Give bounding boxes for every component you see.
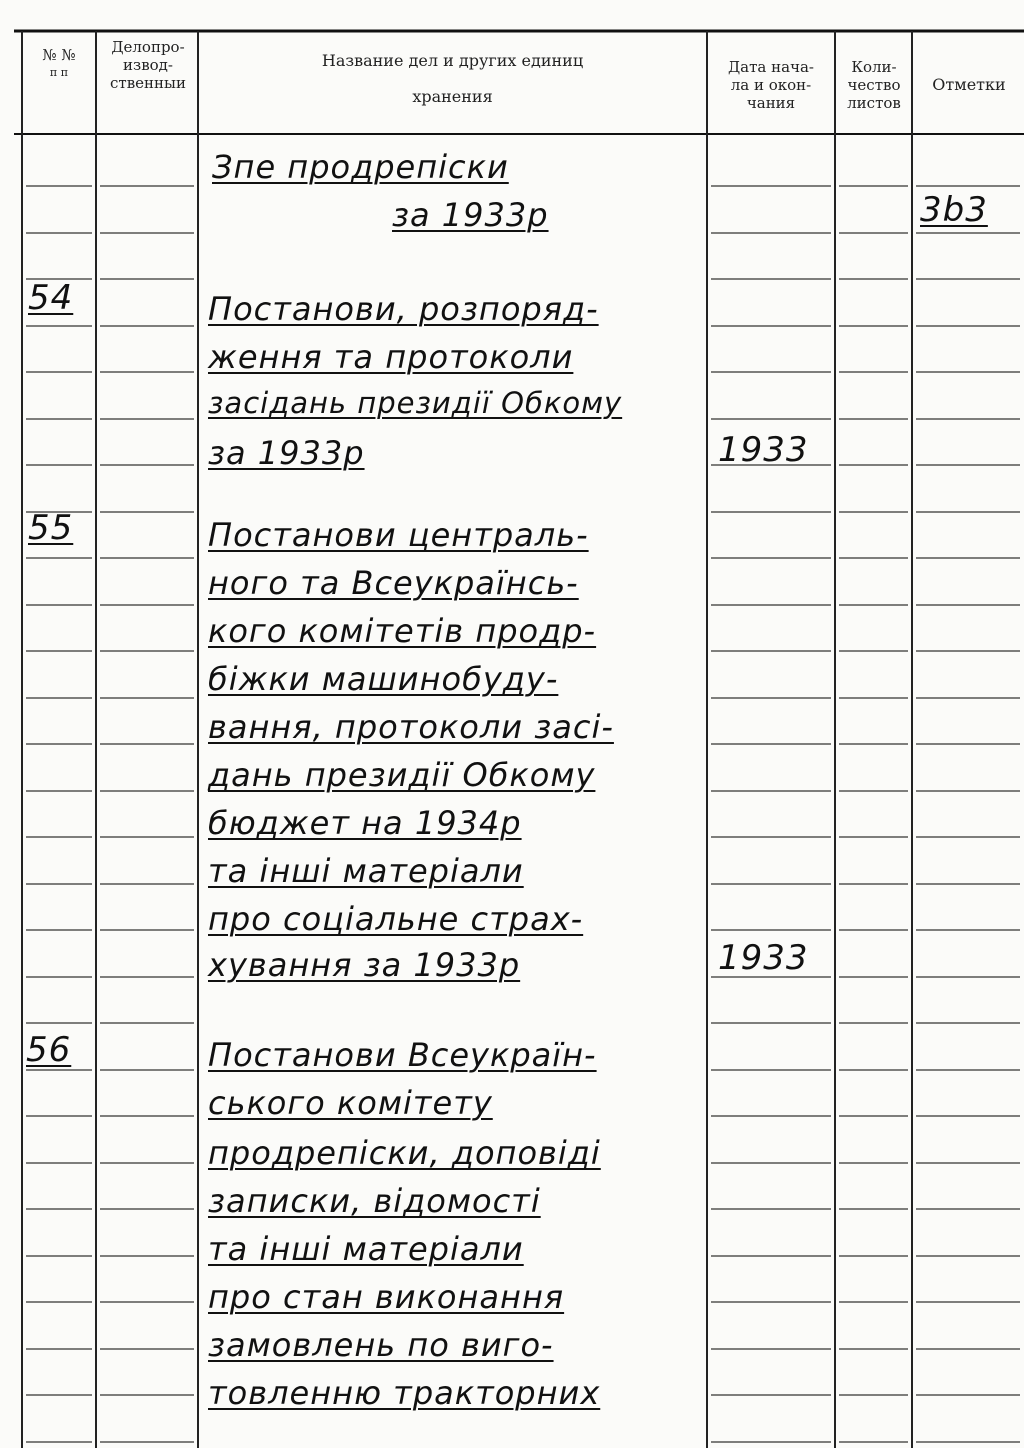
- entry-title-line: Постанови централь-: [208, 516, 589, 554]
- header-sheets-line-1: Коли-: [851, 58, 897, 76]
- entry-title-line: засідань президії Обкому: [208, 386, 623, 420]
- entry-title-line: записки, відомості: [208, 1182, 541, 1220]
- entry-date: 1933: [718, 938, 809, 978]
- header-office-line-2: извод-: [123, 56, 173, 74]
- entry-title-line: та інші матеріали: [208, 852, 524, 890]
- entry-title-line: хування за 1933р: [208, 946, 521, 984]
- entry-title-line: товленню тракторних: [208, 1374, 601, 1412]
- header-dates-line-1: Дата нача-: [727, 58, 814, 76]
- header-number-line-1: № №: [42, 46, 76, 64]
- continuation-note: 3b3: [920, 190, 988, 230]
- header-number: [26, 46, 92, 82]
- header-dates-line-3: чания: [746, 94, 796, 112]
- header-office: [98, 38, 198, 92]
- entry-number: 54: [28, 278, 74, 318]
- entry-title-line: біжки машинобуду-: [208, 660, 559, 698]
- header-notes: Отметки: [932, 75, 1006, 94]
- entry-title-line: вання, протоколи засі-: [208, 708, 614, 746]
- entry-title-line: про соціальне страх-: [208, 900, 584, 938]
- entry-title-line: замовлень по виго-: [208, 1326, 554, 1364]
- entry-title-line: ного та Всеукраїнсь-: [208, 564, 579, 602]
- entry-title-line: продрепіски, доповіді: [208, 1134, 601, 1172]
- entry-number: 56: [26, 1030, 72, 1070]
- header-dates: [708, 58, 834, 112]
- entry-title-line: Постанови Всеукраїн-: [208, 1036, 597, 1074]
- entry-title-line: про стан виконання: [208, 1278, 565, 1316]
- header-dates-line-2: ла и окон-: [730, 76, 812, 94]
- header-title: [200, 52, 705, 106]
- entry-title-line: Постанови, розпоряд-: [208, 290, 599, 328]
- header-sheets: [836, 58, 912, 112]
- entry-title-line: ження та протоколи: [208, 338, 574, 376]
- entry-date: 1933: [718, 430, 809, 470]
- entry-title-line: дань президії Обкому: [208, 756, 596, 794]
- entry-title-line: та інші матеріали: [208, 1230, 524, 1268]
- header-sheets-line-2: чество: [847, 76, 901, 94]
- header-title-line-1: Название дел и других единиц: [321, 51, 584, 70]
- entry-title-line: ського комітету: [208, 1084, 493, 1122]
- header-number-line-2: п п: [49, 66, 69, 79]
- header-office-line-3: ственныи: [110, 74, 186, 92]
- header-office-line-1: Делопро-: [111, 38, 185, 56]
- entry-title-line: бюджет на 1934р: [208, 804, 522, 842]
- continuation-line: за 1933р: [392, 196, 549, 234]
- entry-title-line: за 1933р: [208, 434, 365, 472]
- header-sheets-line-3: листов: [847, 94, 901, 112]
- entry-title-line: кого комітетів продр-: [208, 612, 597, 650]
- entry-number: 55: [28, 508, 74, 548]
- continuation-line: Зпе продрепіски: [212, 148, 509, 186]
- header-title-line-2: хранения: [412, 87, 493, 106]
